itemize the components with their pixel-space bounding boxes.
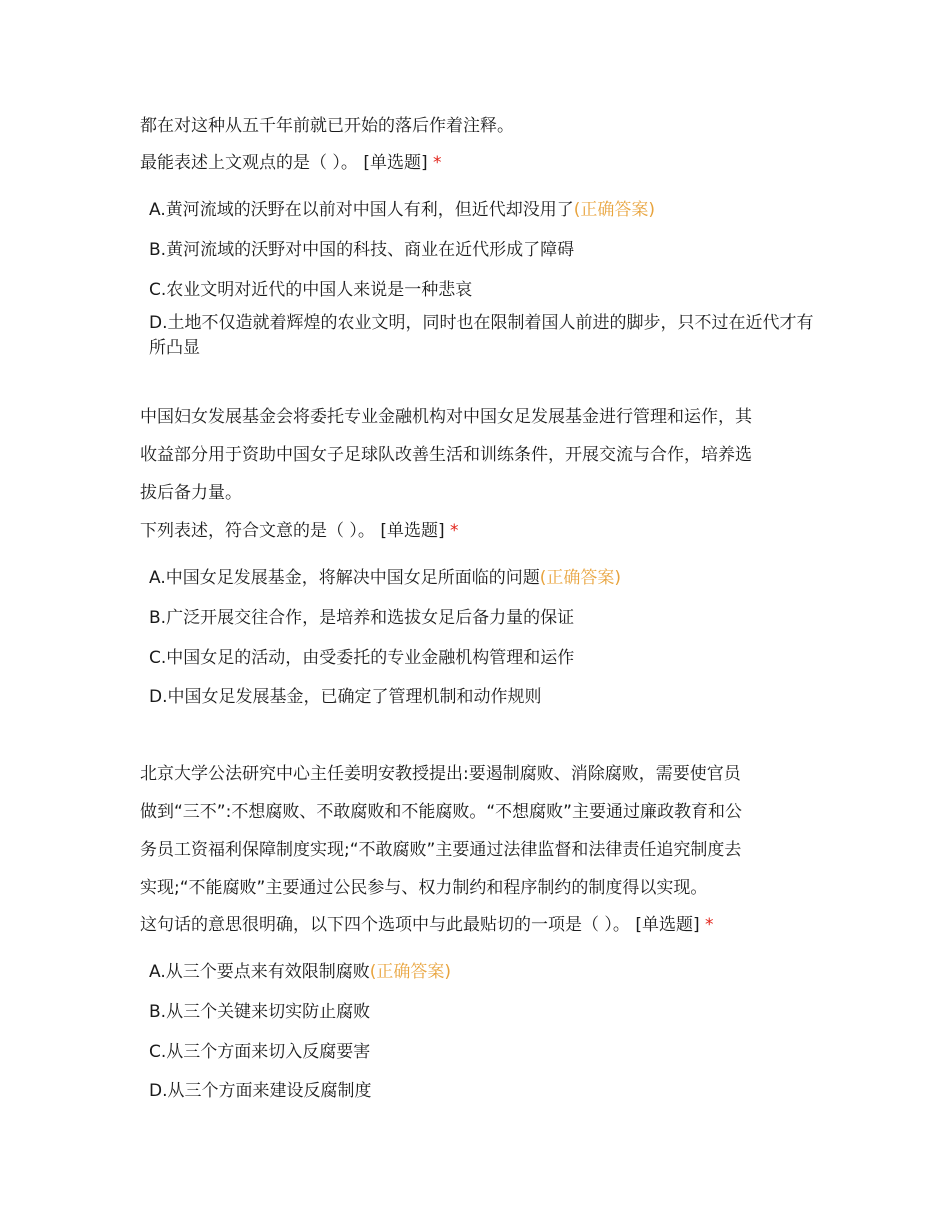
question-type-tag: [单选题] (380, 521, 445, 541)
option-label: C.农业文明对近代的中国人来说是一种悲哀 (149, 280, 473, 300)
question-1-option-a[interactable] (149, 198, 814, 223)
question-3-context-line: 务员工资福利保障制度实现;“不敢腐败”主要通过法律监督和法律责任追究制度去 (140, 840, 742, 860)
option-label: C.从三个方面来切入反腐要害 (149, 1042, 371, 1062)
question-3-option-c[interactable] (149, 1040, 814, 1065)
question-3-prompt (140, 913, 713, 937)
required-mark: * (704, 915, 714, 935)
option-label: A.从三个要点来有效限制腐败 (149, 962, 370, 982)
question-2-option-d[interactable] (149, 685, 814, 710)
required-mark: * (432, 153, 442, 173)
option-label: A.黄河流域的沃野在以前对中国人有利，但近代却没用了 (149, 200, 574, 220)
correct-answer-tag: (正确答案) (369, 962, 451, 982)
question-prompt-text: 下列表述，符合文意的是（ ）。 (140, 521, 375, 541)
option-label: D.中国女足发展基金，已确定了管理机制和动作规则 (149, 687, 542, 707)
question-1-context-line: 都在对这种从五千年前就已开始的落后作着注释。 (140, 116, 514, 136)
option-label: D.土地不仅造就着辉煌的农业文明，同时也在限制着国人前进的脚步，只不过在近代才有所凸显 (149, 313, 814, 358)
question-1-option-b[interactable] (149, 238, 814, 263)
option-label: B.黄河流域的沃野对中国的科技、商业在近代形成了障碍 (149, 240, 575, 260)
question-type-tag: [单选题] (635, 915, 700, 935)
question-prompt-text: 最能表述上文观点的是（ ）。 (140, 153, 358, 173)
question-2-context-line: 收益部分用于资助中国女子足球队改善生活和训练条件，开展交流与合作，培养选 (140, 445, 752, 465)
question-1-prompt (140, 151, 441, 175)
option-label: A.中国女足发展基金，将解决中国女足所面临的问题 (149, 568, 540, 588)
option-label: C.中国女足的活动，由受委托的专业金融机构管理和运作 (149, 648, 575, 668)
option-label: B.广泛开展交往合作，是培养和选拔女足后备力量的保证 (149, 608, 575, 628)
question-3-option-b[interactable] (149, 1000, 814, 1025)
question-2-option-c[interactable] (149, 646, 814, 671)
question-2-option-b[interactable] (149, 606, 814, 631)
question-2-context-line: 拔后备力量。 (140, 483, 242, 503)
question-3-context-line: 实现;“不能腐败”主要通过公民参与、权力制约和程序制约的制度得以实现。 (140, 878, 708, 898)
question-3-option-d[interactable] (149, 1079, 814, 1104)
correct-answer-tag: (正确答案) (573, 200, 655, 220)
question-2-prompt (140, 519, 458, 543)
correct-answer-tag: (正确答案) (539, 568, 621, 588)
question-1-option-c[interactable] (149, 278, 814, 303)
option-label: D.从三个方面来建设反腐制度 (149, 1081, 372, 1101)
question-1-option-d[interactable] (149, 311, 814, 361)
question-2-option-a[interactable] (149, 566, 814, 591)
question-prompt-text: 这句话的意思很明确，以下四个选项中与此最贴切的一项是（ ）。 (140, 915, 630, 935)
question-2-context-line: 中国妇女发展基金会将委托专业金融机构对中国女足发展基金进行管理和运作，其 (140, 407, 752, 427)
question-3-option-a[interactable] (149, 960, 814, 985)
question-type-tag: [单选题] (363, 153, 428, 173)
question-3-context-line: 北京大学公法研究中心主任姜明安教授提出:要遏制腐败、消除腐败，需要使官员 (140, 764, 741, 784)
required-mark: * (449, 521, 459, 541)
option-label: B.从三个关键来切实防止腐败 (149, 1002, 371, 1022)
question-3-context-line: 做到“三不”:不想腐败、不敢腐败和不能腐败。“不想腐败”主要通过廉政教育和公 (140, 802, 742, 822)
